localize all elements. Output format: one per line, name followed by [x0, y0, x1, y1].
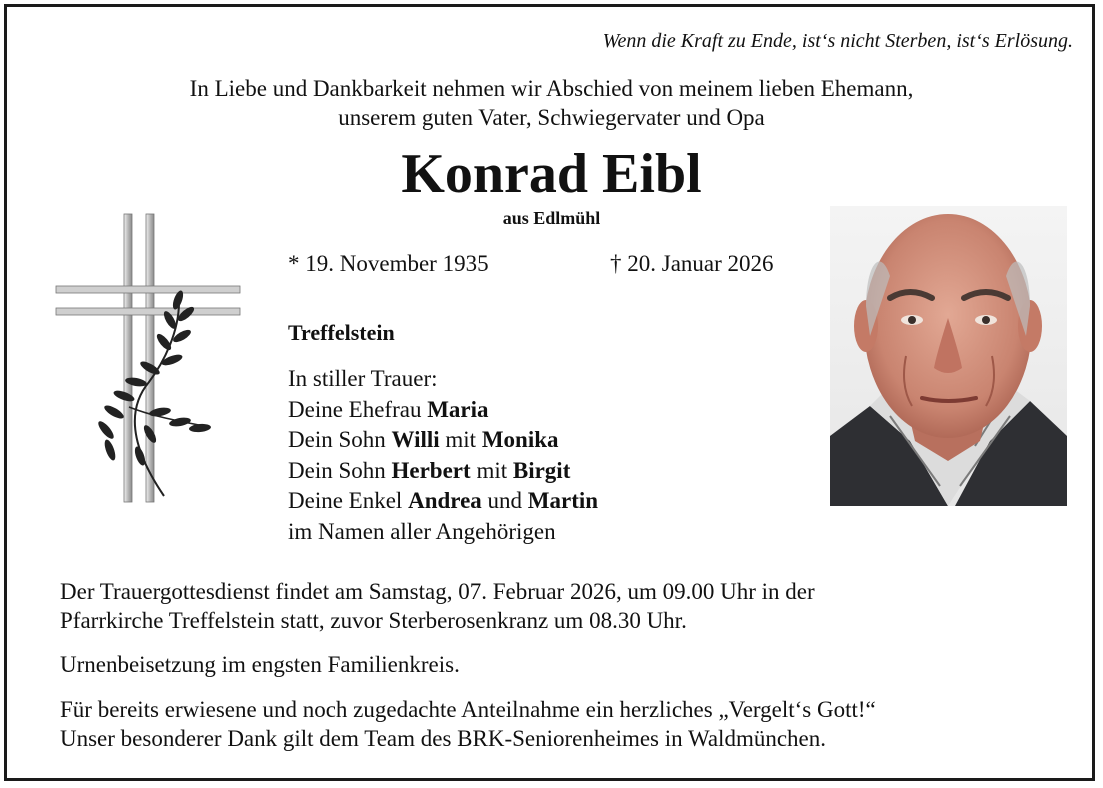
birth-date: * 19. November 1935 — [288, 251, 489, 276]
intro-line-2: unserem guten Vater, Schwiegervater und Opa — [338, 105, 765, 130]
death-date: † 20. Januar 2026 — [610, 251, 774, 276]
deceased-name: Konrad Eibl — [401, 143, 702, 205]
mourners-outro: im Namen aller Angehörigen — [288, 518, 556, 544]
mourner-line-3: Dein Sohn Herbert mit Birgit — [288, 457, 571, 483]
service-line-2: Pfarrkirche Treffelstein statt, zuvor Sterberosenkranz um 08.30 Uhr. — [60, 608, 687, 633]
service-line-1: Der Trauergottesdienst findet am Samstag, 07. Februar 2026, um 09.00 Uhr in der — [60, 579, 815, 604]
residence: Treffelstein — [288, 320, 395, 345]
urn-notice: Urnenbeisetzung im engsten Familienkreis. — [60, 652, 460, 677]
thanks-line-2: Unser besonderer Dank gilt dem Team des BRK-Seniorenheimes in Waldmünchen. — [60, 726, 827, 751]
intro-line-1: In Liebe und Dankbarkeit nehmen wir Abschied von meinem lieben Ehemann, — [189, 76, 914, 101]
thanks-line-1: Für bereits erwiesene und noch zugedachte Anteilnahme ein herzliches „Vergelt‘s Gott!“ — [60, 697, 876, 722]
motto: Wenn die Kraft zu Ende, ist‘s nicht Sterben, ist‘s Erlösung. — [602, 30, 1073, 52]
portrait-photo — [830, 206, 1067, 506]
deceased-origin: aus Edlmühl — [502, 208, 601, 228]
mourner-line-1: Deine Ehefrau Maria — [288, 396, 489, 422]
cross-with-laurel-icon — [54, 212, 244, 504]
mourners-intro: In stiller Trauer: — [288, 366, 438, 391]
mourners-list — [288, 364, 598, 547]
mourner-line-2: Dein Sohn Willi mit Monika — [288, 427, 559, 452]
mourner-line-4: Deine Enkel Andrea und Martin — [288, 488, 599, 513]
